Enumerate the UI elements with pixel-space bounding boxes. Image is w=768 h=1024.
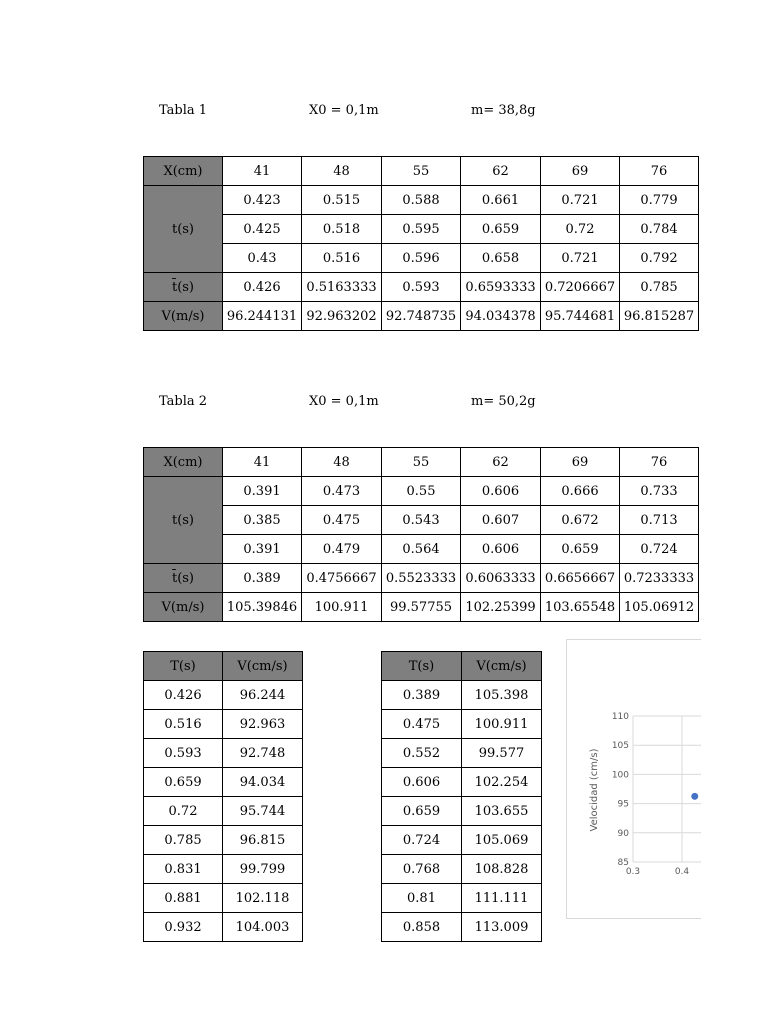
t-value: 0.515	[302, 186, 382, 215]
time-cell: 0.389	[382, 681, 462, 710]
table-row	[382, 739, 542, 768]
table-row	[382, 826, 542, 855]
tabla1-x0: X0 = 0,1m	[309, 103, 379, 118]
velocity-cell: 113.009	[462, 913, 542, 942]
velocity-cell: 92.748	[223, 739, 303, 768]
tmean-value: 0.4756667	[302, 564, 382, 593]
velocity-cell: 102.254	[462, 768, 542, 797]
x-value: 41	[223, 157, 302, 186]
time-cell: 0.831	[144, 855, 223, 884]
t-value: 0.475	[302, 506, 382, 535]
v-value: 105.39846	[223, 593, 302, 622]
t-value: 0.55	[382, 477, 461, 506]
t-value: 0.543	[382, 506, 461, 535]
tmean-value: 0.426	[223, 273, 302, 302]
table-row	[382, 710, 542, 739]
v-value: 102.25399	[461, 593, 541, 622]
t-value: 0.784	[620, 215, 699, 244]
table-row	[382, 884, 542, 913]
velocity-cell: 108.828	[462, 855, 542, 884]
table-row	[144, 884, 303, 913]
t-value: 0.564	[382, 535, 461, 564]
t-value: 0.391	[223, 477, 302, 506]
tabla2-title: Tabla 2	[159, 394, 208, 409]
velocity-cell: 100.911	[462, 710, 542, 739]
table-row	[382, 797, 542, 826]
time-cell: 0.881	[144, 884, 223, 913]
tmean-value: 0.6656667	[541, 564, 620, 593]
t-value: 0.516	[302, 244, 382, 273]
v-header: V(m/s)	[144, 593, 223, 622]
v-value: 99.57755	[382, 593, 461, 622]
x-header: X(cm)	[144, 157, 223, 186]
x-value: 62	[461, 448, 541, 477]
table-row	[382, 913, 542, 942]
chart-y-tick-label: 85	[617, 858, 629, 868]
v-header: V(m/s)	[144, 302, 223, 331]
tmean-header: t̄(s)	[144, 564, 223, 593]
velocity-cell: 102.118	[223, 884, 303, 913]
chart-x-tick-label: 0.4	[674, 867, 690, 877]
table-row	[144, 215, 699, 244]
v-value: 92.748735	[382, 302, 461, 331]
t-value: 0.518	[302, 215, 382, 244]
chart-data-point	[691, 793, 698, 800]
tmean-value: 0.5523333	[382, 564, 461, 593]
table-header-row	[382, 652, 542, 681]
time-cell: 0.516	[144, 710, 223, 739]
t-value: 0.721	[541, 186, 620, 215]
table-row	[144, 593, 699, 622]
t-v-table-2	[381, 651, 542, 942]
time-cell: 0.593	[144, 739, 223, 768]
time-cell: 0.858	[382, 913, 462, 942]
x-value: 69	[541, 157, 620, 186]
t-value: 0.479	[302, 535, 382, 564]
t-v-table-1	[143, 651, 303, 942]
time-cell: 0.72	[144, 797, 223, 826]
v-value: 96.815287	[620, 302, 699, 331]
velocity-cell: 105.398	[462, 681, 542, 710]
tmean-value: 0.6063333	[461, 564, 541, 593]
tmean-value: 0.5163333	[302, 273, 382, 302]
t-value: 0.607	[461, 506, 541, 535]
velocity-cell: 105.069	[462, 826, 542, 855]
table-row	[144, 157, 699, 186]
table-row	[144, 826, 303, 855]
t-header: t(s)	[144, 477, 223, 564]
t-header: t(s)	[144, 186, 223, 273]
t-value: 0.733	[620, 477, 699, 506]
table-row	[382, 768, 542, 797]
tmean-header: t̄(s)	[144, 273, 223, 302]
t-value: 0.391	[223, 535, 302, 564]
velocity-cell: 92.963	[223, 710, 303, 739]
v-value: 105.06912	[620, 593, 699, 622]
table-row	[144, 739, 303, 768]
velocity-cell: 111.111	[462, 884, 542, 913]
t-value: 0.658	[461, 244, 541, 273]
table-row	[144, 913, 303, 942]
table-row	[144, 768, 303, 797]
v-value: 94.034378	[461, 302, 541, 331]
t-value: 0.792	[620, 244, 699, 273]
column-header: V(cm/s)	[223, 652, 303, 681]
t-value: 0.659	[461, 215, 541, 244]
time-cell: 0.724	[382, 826, 462, 855]
time-cell: 0.475	[382, 710, 462, 739]
time-cell: 0.768	[382, 855, 462, 884]
time-cell: 0.81	[382, 884, 462, 913]
table-row	[144, 506, 699, 535]
tmean-value: 0.7233333	[620, 564, 699, 593]
table-header-row	[144, 652, 303, 681]
v-value: 92.963202	[302, 302, 382, 331]
x-value: 76	[620, 448, 699, 477]
tabla2-mass: m= 50,2g	[471, 394, 536, 409]
t-value: 0.606	[461, 477, 541, 506]
table-row	[144, 797, 303, 826]
column-header: T(s)	[144, 652, 223, 681]
tabla1-table	[143, 156, 699, 331]
velocity-cell: 95.744	[223, 797, 303, 826]
table-row	[144, 302, 699, 331]
tabla2-x0: X0 = 0,1m	[309, 394, 379, 409]
x-value: 76	[620, 157, 699, 186]
v-value: 100.911	[302, 593, 382, 622]
chart-y-tick-label: 90	[617, 828, 629, 839]
table-row	[144, 681, 303, 710]
tmean-value: 0.7206667	[541, 273, 620, 302]
tmean-value: 0.785	[620, 273, 699, 302]
velocity-cell: 96.244	[223, 681, 303, 710]
chart-y-axis-label: Velocidad (cm/s)	[589, 748, 600, 832]
t-value: 0.423	[223, 186, 302, 215]
velocity-cell: 104.003	[223, 913, 303, 942]
x-value: 48	[302, 157, 382, 186]
chart-x-tick-label: 0.3	[625, 867, 641, 877]
x-value: 62	[461, 157, 541, 186]
table-row	[382, 681, 542, 710]
t-value: 0.779	[620, 186, 699, 215]
table-row	[144, 535, 699, 564]
chart-y-tick-label: 110	[611, 712, 629, 722]
x-value: 48	[302, 448, 382, 477]
x-value: 55	[382, 448, 461, 477]
velocity-chart-svg	[567, 640, 701, 918]
velocity-chart	[566, 639, 701, 919]
velocity-cell: 99.799	[223, 855, 303, 884]
v-value: 96.244131	[223, 302, 302, 331]
table-row	[144, 186, 699, 215]
v-value: 95.744681	[541, 302, 620, 331]
t-value: 0.606	[461, 535, 541, 564]
table-row	[382, 855, 542, 884]
tmean-value: 0.593	[382, 273, 461, 302]
table-row	[144, 273, 699, 302]
t-value: 0.43	[223, 244, 302, 273]
time-cell: 0.659	[144, 768, 223, 797]
tabla1-mass: m= 38,8g	[471, 103, 536, 118]
chart-y-tick-label: 105	[611, 741, 629, 752]
v-value: 103.65548	[541, 593, 620, 622]
t-value: 0.72	[541, 215, 620, 244]
time-cell: 0.785	[144, 826, 223, 855]
tmean-value: 0.6593333	[461, 273, 541, 302]
t-value: 0.588	[382, 186, 461, 215]
velocity-cell: 94.034	[223, 768, 303, 797]
t-value: 0.473	[302, 477, 382, 506]
t-value: 0.425	[223, 215, 302, 244]
time-cell: 0.606	[382, 768, 462, 797]
velocity-cell: 96.815	[223, 826, 303, 855]
t-value: 0.672	[541, 506, 620, 535]
column-header: V(cm/s)	[462, 652, 542, 681]
tabla1-title: Tabla 1	[159, 103, 208, 118]
tmean-value: 0.389	[223, 564, 302, 593]
table-row	[144, 448, 699, 477]
chart-y-tick-label: 100	[611, 770, 629, 781]
t-value: 0.595	[382, 215, 461, 244]
table-row	[144, 477, 699, 506]
time-cell: 0.426	[144, 681, 223, 710]
x-value: 69	[541, 448, 620, 477]
table-row	[144, 564, 699, 593]
time-cell: 0.932	[144, 913, 223, 942]
chart-y-tick-label: 95	[617, 799, 629, 810]
t-value: 0.385	[223, 506, 302, 535]
table-row	[144, 855, 303, 884]
t-value: 0.666	[541, 477, 620, 506]
t-value: 0.713	[620, 506, 699, 535]
t-value: 0.661	[461, 186, 541, 215]
velocity-cell: 99.577	[462, 739, 542, 768]
t-value: 0.659	[541, 535, 620, 564]
x-header: X(cm)	[144, 448, 223, 477]
column-header: T(s)	[382, 652, 462, 681]
time-cell: 0.659	[382, 797, 462, 826]
table-row	[144, 710, 303, 739]
t-value: 0.721	[541, 244, 620, 273]
velocity-cell: 103.655	[462, 797, 542, 826]
t-value: 0.596	[382, 244, 461, 273]
x-value: 41	[223, 448, 302, 477]
t-value: 0.724	[620, 535, 699, 564]
x-value: 55	[382, 157, 461, 186]
tabla2-table	[143, 447, 699, 622]
time-cell: 0.552	[382, 739, 462, 768]
table-row	[144, 244, 699, 273]
